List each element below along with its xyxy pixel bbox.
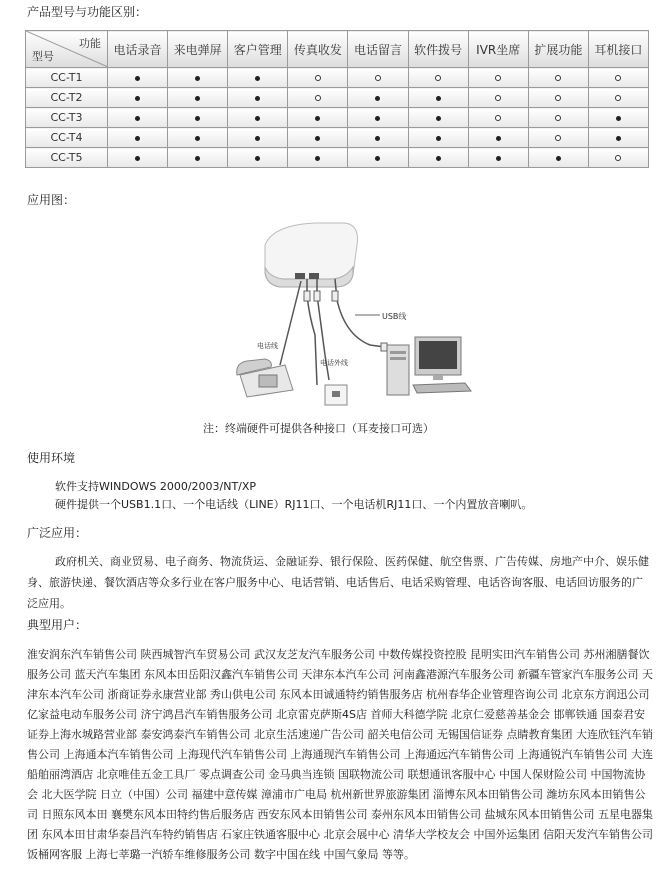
feature-cell — [468, 88, 528, 108]
model-name-cell: CC-T4 — [26, 128, 108, 148]
filled-dot-icon — [255, 116, 260, 121]
env-hardware-line: 硬件提供一个USB1.1口、一个电话线（LINE）RJ11口、一个电话机RJ11口、一个内置放音喇叭。 — [55, 498, 533, 511]
filled-dot-icon — [195, 136, 200, 141]
hollow-dot-icon — [495, 115, 501, 121]
filled-dot-icon — [436, 136, 441, 141]
filled-dot-icon — [255, 136, 260, 141]
filled-dot-icon — [135, 156, 140, 161]
filled-dot-icon — [255, 76, 260, 81]
feature-cell — [588, 128, 648, 148]
filled-dot-icon — [315, 116, 320, 121]
feature-cell — [468, 128, 528, 148]
hollow-dot-icon — [615, 75, 621, 81]
hollow-dot-icon — [315, 95, 321, 101]
hollow-dot-icon — [315, 75, 321, 81]
table-row — [26, 88, 649, 108]
diagram-section-title: 应用图： — [27, 193, 76, 207]
feature-cell — [108, 128, 168, 148]
model-name-cell: CC-T3 — [26, 108, 108, 128]
feature-cell — [408, 88, 468, 108]
hollow-dot-icon — [555, 135, 561, 141]
models-section-title: 产品型号与功能区别： — [27, 5, 148, 19]
application-diagram — [225, 215, 475, 410]
apps-paragraph: 政府机关、商业贸易、电子商务、物流货运、金融证券、银行保险、医药保健、航空售票、广告传媒、房地产中介、娱乐健身、旅游快递、餐饮酒店等众多行业在客户服务中心、电话营销、电话售后、电话采购管理、电话咨询客服、电话回访服务的广泛应用。 — [27, 555, 649, 610]
column-header: 扩展功能 — [528, 31, 588, 68]
filled-dot-icon — [375, 116, 380, 121]
filled-dot-icon — [195, 96, 200, 101]
filled-dot-icon — [135, 116, 140, 121]
feature-cell — [288, 148, 348, 168]
usb-line-label: USB线 — [382, 312, 407, 321]
table-row — [26, 148, 649, 168]
feature-cell — [528, 128, 588, 148]
feature-cell — [288, 68, 348, 88]
filled-dot-icon — [255, 96, 260, 101]
column-header: 电话录音 — [108, 31, 168, 68]
feature-cell — [108, 88, 168, 108]
feature-cell — [528, 88, 588, 108]
computer-icon — [387, 337, 471, 395]
feature-cell — [588, 88, 648, 108]
feature-cell — [468, 148, 528, 168]
column-header: 耳机接口 — [588, 31, 648, 68]
feature-cell — [588, 148, 648, 168]
corner-feature-label: 功能 — [79, 37, 101, 50]
feature-cell — [168, 108, 228, 128]
feature-cell — [348, 68, 408, 88]
hollow-dot-icon — [555, 75, 561, 81]
feature-cell — [288, 88, 348, 108]
column-header: IVR坐席 — [468, 31, 528, 68]
filled-dot-icon — [315, 156, 320, 161]
users-section-title: 典型用户： — [27, 618, 88, 632]
feature-cell — [108, 108, 168, 128]
feature-cell — [588, 68, 648, 88]
column-header: 来电弹屏 — [168, 31, 228, 68]
telephone-icon — [237, 359, 293, 397]
outer-line-label: 电话外线 — [320, 359, 348, 367]
feature-cell — [348, 148, 408, 168]
recorder-device — [265, 223, 358, 287]
filled-dot-icon — [135, 96, 140, 101]
filled-dot-icon — [436, 116, 441, 121]
feature-cell — [408, 108, 468, 128]
table-row — [26, 128, 649, 148]
feature-cell — [228, 88, 288, 108]
filled-dot-icon — [616, 136, 621, 141]
model-name-cell: CC-T5 — [26, 148, 108, 168]
column-header: 客户管理 — [228, 31, 288, 68]
filled-dot-icon — [195, 76, 200, 81]
env-software-line: 软件支持WINDOWS 2000/2003/NT/XP — [55, 480, 257, 493]
feature-cell — [108, 68, 168, 88]
hollow-dot-icon — [375, 75, 381, 81]
feature-cell — [168, 148, 228, 168]
users-paragraph: 淮安润东汽车销售公司 陕西城智汽车贸易公司 武汉友芝友汽车服务公司 中数传媒投资控股 昆明实田汽车销售公司 苏州湘膳餐饮服务公司 蓝天汽车集团 东风本田岳阳汉鑫汽车销售公司 天津东本汽车公司 河南鑫港源汽车服务公司 新疆车管家汽车服务公司 天津东本汽车公司 浙商证券永康营业部 秀山供电公司 东风本田诚通特约销售服务店 杭州春华企业管理咨询公司 北京东方润迅公司 亿家益电动车服务公司 济宁鸿昌汽车销售服务公司 北京雷克萨斯4S店 首师大科德学院 北京仁爱慈善基金会 邯郸铁通 国泰君安证券上海水城路营业部 泰安鸿泰汽车销售公司 北京生活速递广告公司 韶关电信公司 无锡国信证券 点睛教育集团 大连欣钰汽车销售公司 上海通本汽车销售公司 上海现代汽车销售公司 上海通现汽车销售公司 上海通远汽车销售公司 上海通锐汽车销售公司 大连船舶丽湾酒店 北京唯佳五金工具厂 零点调查公司 金马典当连锁 国联物流公司 联想通讯客服中心 中国人保财险公司 中国物流协会 北大医学院 日立（中国）公司 福建中意传媒 漳浦市广电局 杭州新世界旅游集团 淄博东风本田销售公司 潍坊东风本田销售公司 日照东风本田 襄樊东风本田特约售后服务店 西安东风本田销售公司 泰州东风本田销售公司 盐城东风本田销售公司 五星电器集团 东风本田甘肃华泰昌汽车特约销售店 石家庄铁通客服中心 北京会展中心 清华大学校友会 中国外运集团 信阳天发汽车销售公司 饭桶网客服 上海七莘璐一汽轿车维修服务公司 数字中国在线 中国气象局 等等。 — [27, 648, 653, 861]
filled-dot-icon — [436, 156, 441, 161]
feature-cell — [408, 148, 468, 168]
feature-cell — [588, 108, 648, 128]
table-row — [26, 108, 649, 128]
filled-dot-icon — [135, 76, 140, 81]
hollow-dot-icon — [435, 75, 441, 81]
table-row — [26, 68, 649, 88]
filled-dot-icon — [375, 156, 380, 161]
feature-cell — [348, 88, 408, 108]
feature-cell — [468, 108, 528, 128]
hollow-dot-icon — [615, 95, 621, 101]
feature-cell — [228, 68, 288, 88]
hollow-dot-icon — [615, 155, 621, 161]
feature-cell — [348, 108, 408, 128]
filled-dot-icon — [436, 96, 441, 101]
feature-cell — [288, 108, 348, 128]
filled-dot-icon — [315, 136, 320, 141]
feature-cell — [528, 68, 588, 88]
feature-cell — [528, 148, 588, 168]
filled-dot-icon — [496, 136, 501, 141]
feature-cell — [528, 108, 588, 128]
model-name-cell: CC-T2 — [26, 88, 108, 108]
feature-cell — [408, 128, 468, 148]
column-header: 电话留言 — [348, 31, 408, 68]
feature-cell — [228, 108, 288, 128]
apps-section-title: 广泛应用： — [27, 526, 88, 540]
feature-cell — [228, 148, 288, 168]
column-header: 传真收发 — [288, 31, 348, 68]
filled-dot-icon — [496, 156, 501, 161]
feature-cell — [168, 128, 228, 148]
feature-cell — [408, 68, 468, 88]
hollow-dot-icon — [555, 115, 561, 121]
filled-dot-icon — [195, 156, 200, 161]
env-section-title: 使用环境 — [27, 451, 76, 465]
diagram-caption: 注：终端硬件可提供各种接口（耳麦接口可选） — [203, 422, 434, 435]
wall-socket-icon — [325, 385, 347, 405]
hollow-dot-icon — [495, 95, 501, 101]
feature-cell — [168, 68, 228, 88]
model-name-cell: CC-T1 — [26, 68, 108, 88]
filled-dot-icon — [135, 136, 140, 141]
table-corner-cell — [26, 31, 108, 68]
feature-cell — [468, 68, 528, 88]
filled-dot-icon — [616, 116, 621, 121]
filled-dot-icon — [255, 156, 260, 161]
feature-cell — [168, 88, 228, 108]
feature-cell — [108, 148, 168, 168]
filled-dot-icon — [375, 96, 380, 101]
column-header: 软件拨号 — [408, 31, 468, 68]
hollow-dot-icon — [555, 95, 561, 101]
feature-cell — [288, 128, 348, 148]
filled-dot-icon — [375, 136, 380, 141]
phone-line-label: 电话线 — [257, 342, 278, 350]
table-header-row — [26, 31, 649, 68]
corner-model-label: 型号 — [32, 50, 54, 63]
feature-cell — [228, 128, 288, 148]
feature-cell — [348, 128, 408, 148]
filled-dot-icon — [556, 156, 561, 161]
model-feature-table — [25, 30, 649, 168]
filled-dot-icon — [195, 116, 200, 121]
hollow-dot-icon — [495, 75, 501, 81]
